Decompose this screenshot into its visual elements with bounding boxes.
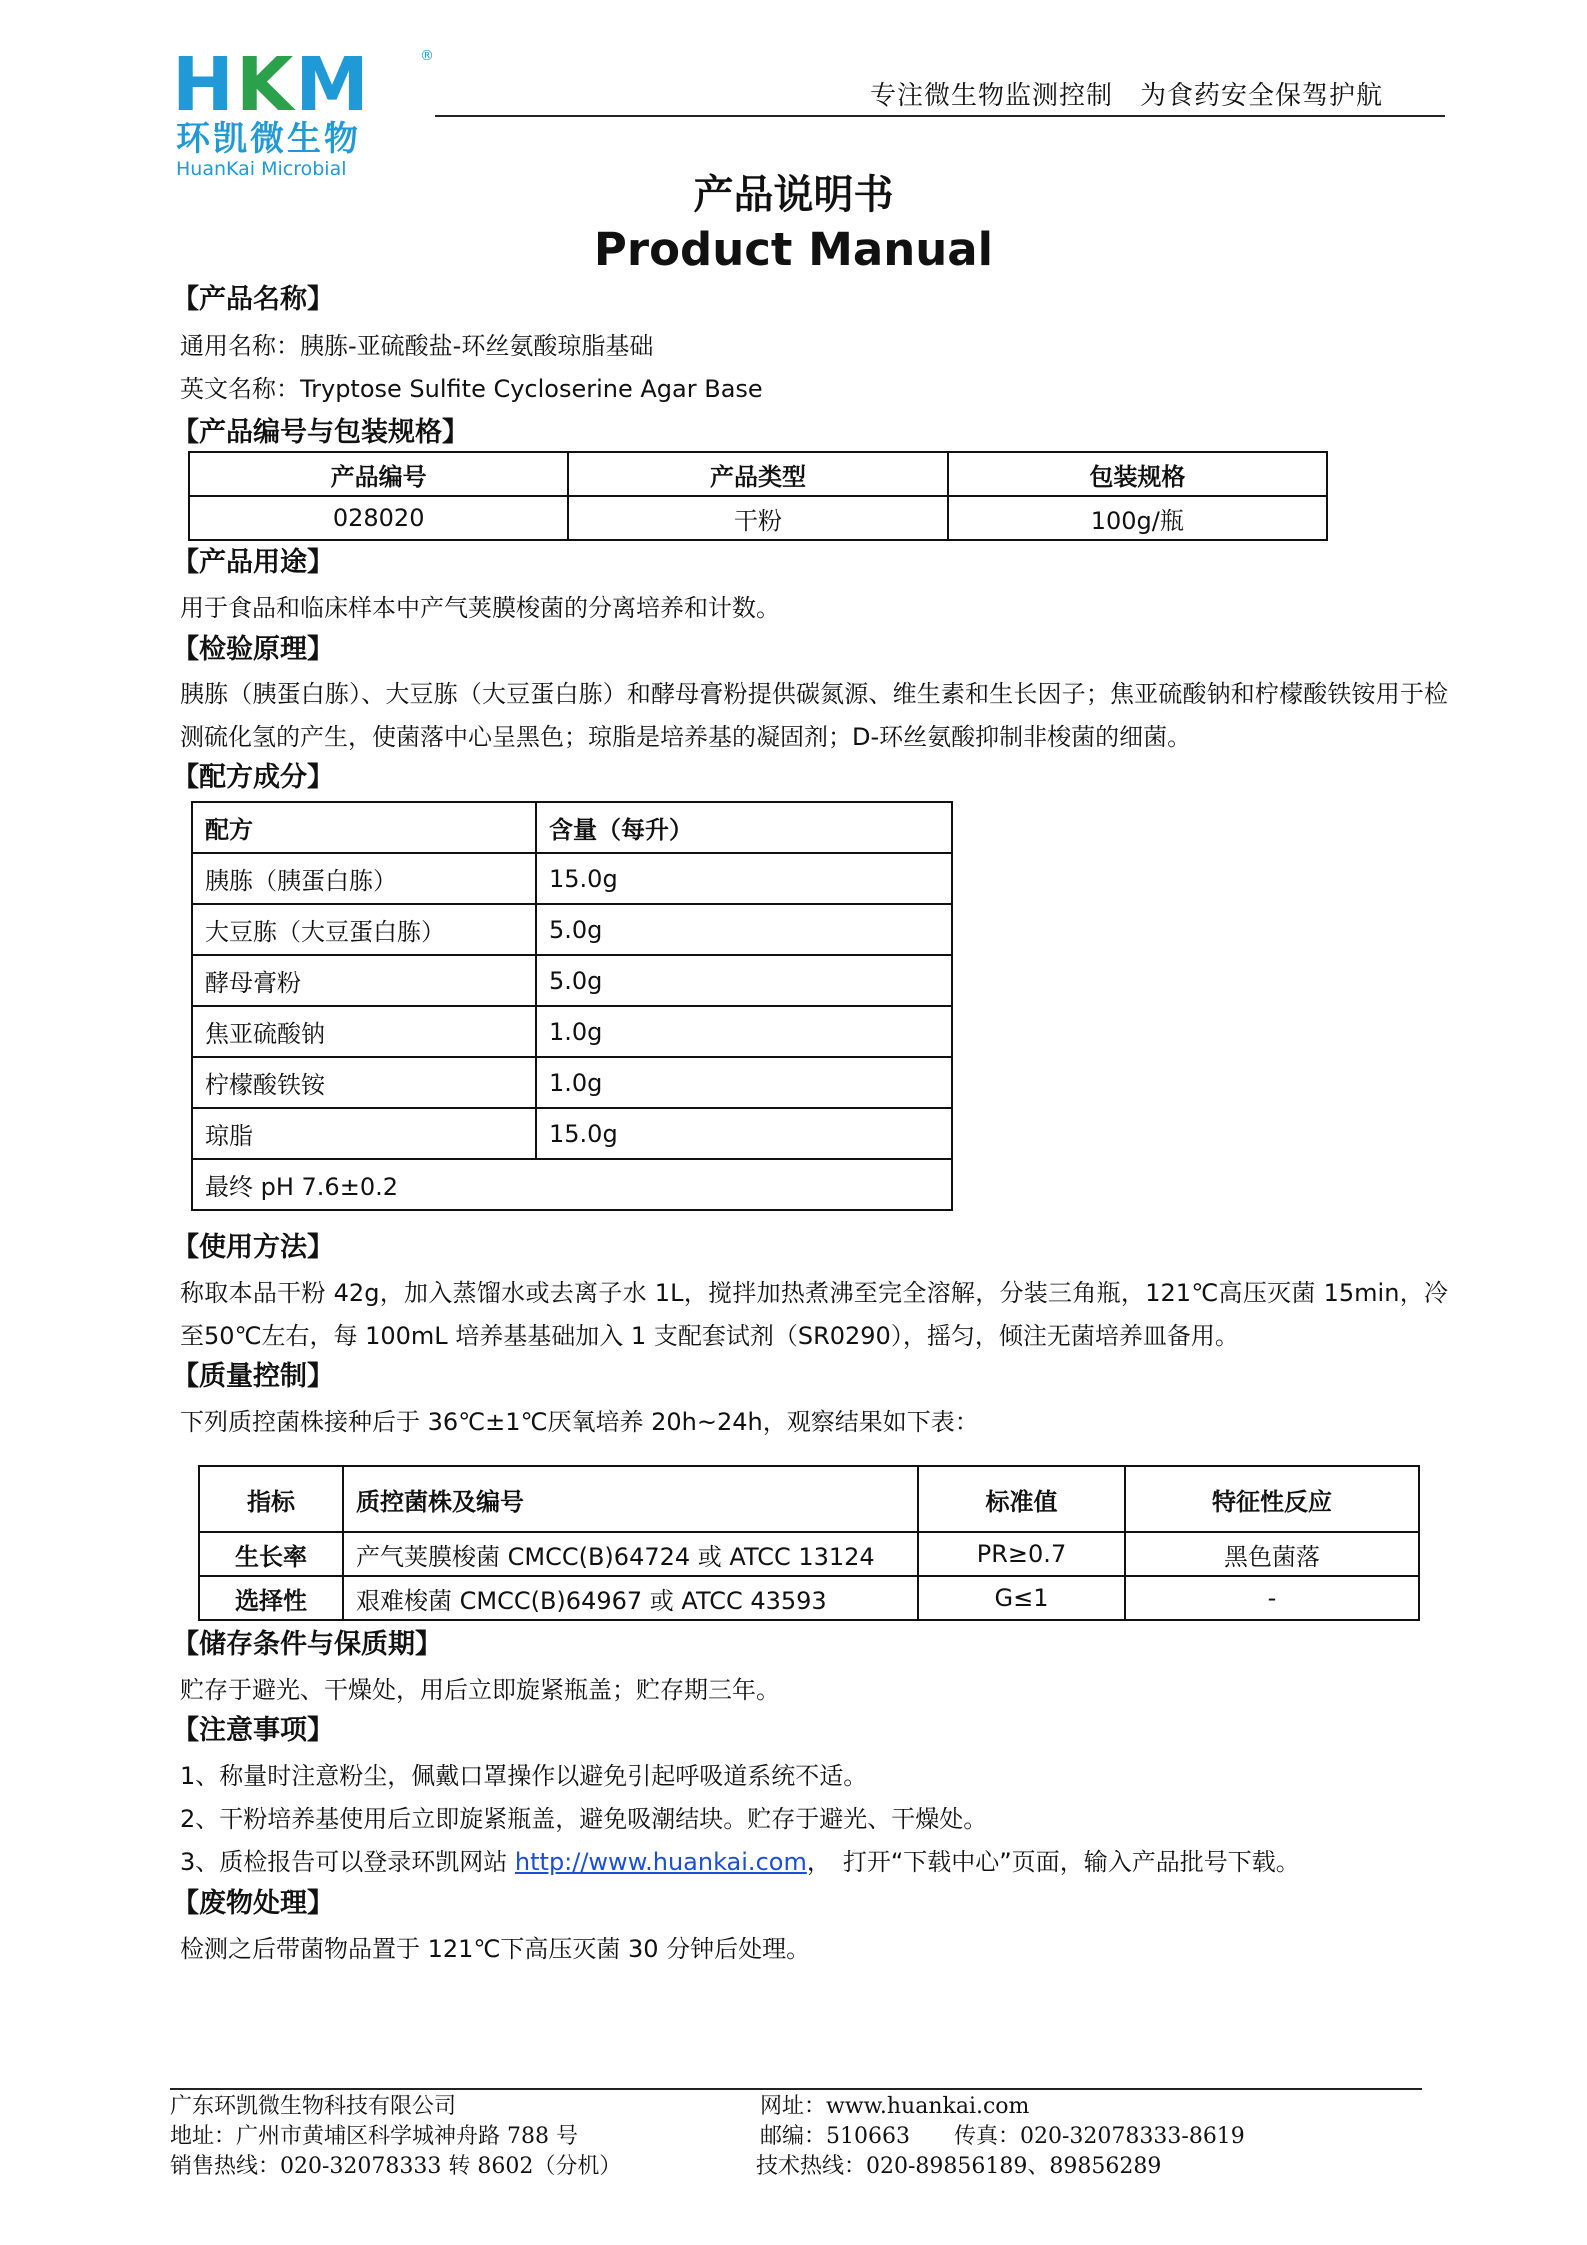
table-header-cell: 特征性反应 — [1125, 1466, 1419, 1532]
ingredient-name: 酵母膏粉 — [192, 955, 536, 1006]
ingredient-name: 大豆胨（大豆蛋白胨） — [192, 904, 536, 955]
footer-company: 广东环凯微生物科技有限公司 — [170, 2094, 457, 2119]
table-header-row — [189, 452, 1327, 496]
footer-divider — [170, 2088, 1422, 2090]
ingredient-amount: 5.0g — [536, 955, 952, 1006]
table-row — [192, 904, 952, 955]
section-heading-qc: 【质量控制】 — [172, 1361, 334, 1392]
spec-table — [188, 451, 1328, 541]
formula-table — [191, 801, 953, 1211]
logo-letters — [172, 42, 371, 128]
table-header-row — [199, 1466, 1419, 1532]
header-divider — [435, 115, 1445, 117]
table-header-cell: 含量（每升） — [536, 802, 952, 853]
table-row — [192, 853, 952, 904]
section-heading-storage: 【储存条件与保质期】 — [172, 1629, 442, 1660]
ingredient-name: 焦亚硫酸钠 — [192, 1006, 536, 1057]
method-text: 称取本品干粉 42g，加入蒸馏水或去离子水 1L，搅拌加热煮沸至完全溶解，分装三角瓶，121℃高压灭菌 15min，冷至50℃左右，每 100mL 培养基基础加入 1 支配套试剂（SR0290），摇匀，倾注无菌培养皿备用。 — [180, 1279, 1448, 1350]
ingredient-amount: 1.0g — [536, 1057, 952, 1108]
qc-standard: PR≥0.7 — [918, 1532, 1125, 1576]
product-type: 干粉 — [568, 496, 947, 540]
title-chinese: 产品说明书 — [693, 172, 894, 218]
storage-text: 贮存于避光、干燥处，用后立即旋紧瓶盖；贮存期三年。 — [180, 1676, 780, 1704]
table-row — [192, 1159, 952, 1210]
ingredient-name: 柠檬酸铁铵 — [192, 1057, 536, 1108]
waste-text: 检测之后带菌物品置于 121℃下高压灭菌 30 分钟后处理。 — [180, 1935, 811, 1963]
logo-english-name: HuanKai Microbial — [176, 158, 347, 180]
footer-sales-hotline: 销售热线：020-32078333 转 8602（分机） — [170, 2154, 622, 2179]
table-header-cell: 质控菌株及编号 — [343, 1466, 918, 1532]
table-row — [192, 1108, 952, 1159]
final-ph: 最终 pH 7.6±0.2 — [192, 1159, 952, 1210]
logo-letter-h: H — [172, 42, 236, 128]
footer-tech-hotline: 技术热线：020-89856189、89856289 — [756, 2154, 1162, 2179]
section-heading-usage: 【产品用途】 — [172, 547, 334, 578]
footer-address: 地址：广州市黄埔区科学城神舟路 788 号 — [170, 2124, 578, 2149]
table-row — [199, 1532, 1419, 1576]
section-heading-spec: 【产品编号与包装规格】 — [172, 417, 469, 448]
header-slogan: 专注微生物监测控制 为食药安全保驾护航 — [870, 81, 1384, 111]
qc-standard: G≤1 — [918, 1576, 1125, 1620]
ingredient-amount: 15.0g — [536, 853, 952, 904]
common-name: 通用名称：胰胨-亚硫酸盐-环丝氨酸琼脂基础 — [180, 332, 654, 360]
ingredient-amount: 15.0g — [536, 1108, 952, 1159]
qc-table — [198, 1465, 1420, 1621]
qc-text: 下列质控菌株接种后于 36℃±1℃厌氧培养 20h~24h，观察结果如下表： — [180, 1408, 979, 1436]
footer-postcode-fax: 邮编：510663 传真：020-32078333-8619 — [760, 2124, 1245, 2149]
section-heading-formula: 【配方成分】 — [172, 762, 334, 793]
qc-reaction: 黑色菌落 — [1125, 1532, 1419, 1576]
table-row — [192, 1057, 952, 1108]
package-size: 100g/瓶 — [948, 496, 1327, 540]
qc-strain: 产气荚膜梭菌 CMCC(B)64724 或 ATCC 13124 — [343, 1532, 918, 1576]
section-heading-product-name: 【产品名称】 — [172, 284, 334, 315]
section-heading-waste: 【废物处理】 — [172, 1888, 334, 1919]
product-code: 028020 — [189, 496, 568, 540]
table-header-cell: 产品编号 — [189, 452, 568, 496]
section-heading-method: 【使用方法】 — [172, 1232, 334, 1263]
note-item-3 — [180, 1845, 1300, 1879]
table-header-cell: 指标 — [199, 1466, 343, 1532]
table-header-cell: 配方 — [192, 802, 536, 853]
section-heading-principle: 【检验原理】 — [172, 634, 334, 665]
principle-text: 胰胨（胰蛋白胨）、大豆胨（大豆蛋白胨）和酵母膏粉提供碳氮源、维生素和生长因子；焦亚硫酸钠和柠檬酸铁铵用于检测硫化氢的产生，使菌落中心呈黑色；琼脂是培养基的凝固剂；D-环丝氨酸抑制非梭菌的细菌。 — [180, 680, 1448, 751]
note-item-2: 2、干粉培养基使用后立即旋紧瓶盖，避免吸潮结块。贮存于避光、干燥处。 — [180, 1805, 988, 1833]
english-name: 英文名称：Tryptose Sulfite Cycloserine Agar Base — [180, 375, 763, 403]
qc-strain: 艰难梭菌 CMCC(B)64967 或 ATCC 43593 — [343, 1576, 918, 1620]
table-header-cell: 标准值 — [918, 1466, 1125, 1532]
table-row — [192, 955, 952, 1006]
note-item-3-prefix: 3、质检报告可以登录环凯网站 — [180, 1848, 515, 1876]
note-item-3-suffix: ， 打开“下载中心”页面，输入产品批号下载。 — [806, 1848, 1300, 1876]
ingredient-amount: 5.0g — [536, 904, 952, 955]
footer-website: 网址：www.huankai.com — [760, 2094, 1030, 2119]
logo-letter-k: K — [235, 42, 296, 128]
ingredient-name: 琼脂 — [192, 1108, 536, 1159]
table-header-cell: 包装规格 — [948, 452, 1327, 496]
ingredient-amount: 1.0g — [536, 1006, 952, 1057]
logo-letter-m: M — [295, 42, 371, 128]
company-logo — [172, 42, 442, 180]
table-row — [189, 496, 1327, 540]
table-header-cell: 产品类型 — [568, 452, 947, 496]
registered-mark: ® — [420, 48, 434, 64]
ingredient-name: 胰胨（胰蛋白胨） — [192, 853, 536, 904]
table-row — [199, 1576, 1419, 1620]
table-row — [192, 1006, 952, 1057]
qc-indicator: 生长率 — [199, 1532, 343, 1576]
table-header-row — [192, 802, 952, 853]
section-heading-notes: 【注意事项】 — [172, 1715, 334, 1746]
logo-chinese-name: 环凯微生物 — [176, 119, 361, 159]
title-english: Product Manual — [593, 223, 994, 276]
note-item-1: 1、称量时注意粉尘，佩戴口罩操作以避免引起呼吸道系统不适。 — [180, 1762, 868, 1790]
qc-reaction: - — [1125, 1576, 1419, 1620]
qc-indicator: 选择性 — [199, 1576, 343, 1620]
website-link[interactable]: http://www.huankai.com — [514, 1848, 807, 1876]
usage-text: 用于食品和临床样本中产气荚膜梭菌的分离培养和计数。 — [180, 594, 780, 622]
